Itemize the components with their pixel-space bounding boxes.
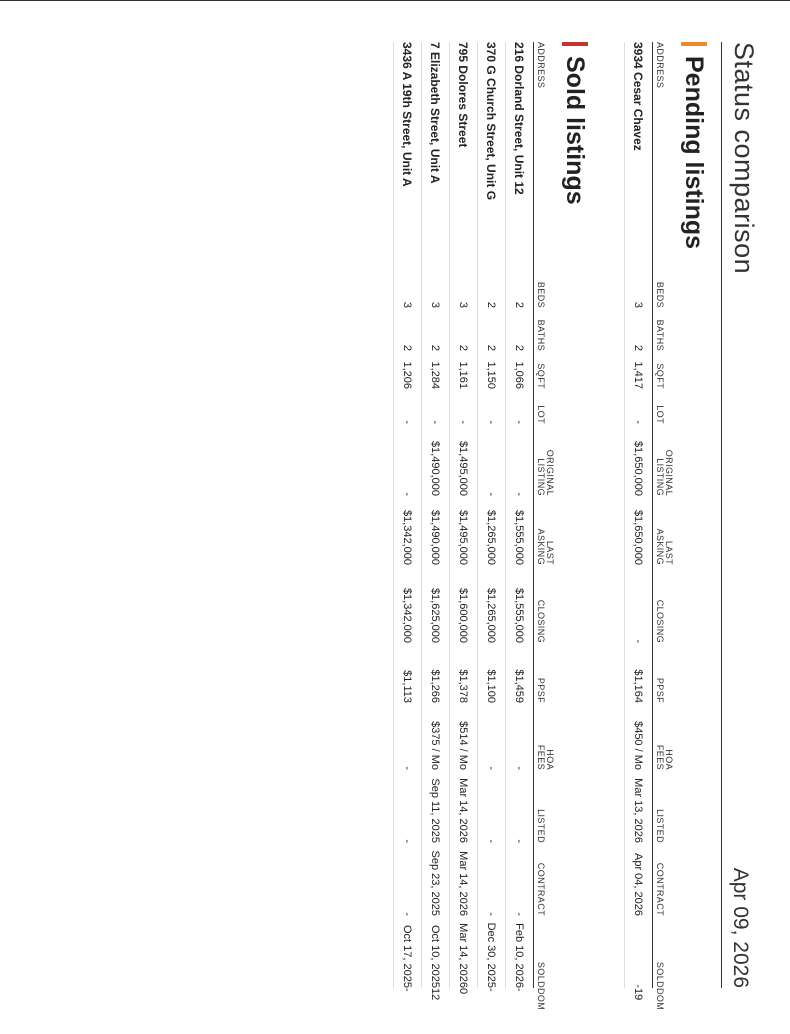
sold-table bbox=[393, 42, 558, 1011]
col-original-line2: LISTING bbox=[655, 458, 665, 496]
cell-contract: Sep 23, 2025 bbox=[422, 843, 450, 916]
cell-ppsf: $1,266 bbox=[422, 643, 450, 703]
cell-last-asking: $1,650,000 bbox=[625, 496, 653, 565]
sold-title: Sold listings bbox=[561, 56, 590, 205]
col-closing: CLOSING bbox=[653, 565, 678, 643]
col-hoa-fees bbox=[653, 703, 678, 770]
col-baths: BATHS bbox=[653, 308, 678, 351]
cell-beds: 2 bbox=[478, 264, 506, 308]
cell-contract: Apr 04, 2026 bbox=[625, 843, 653, 916]
col-address: ADDRESS bbox=[653, 42, 678, 264]
cell-hoa: - bbox=[394, 703, 422, 770]
col-original-line2: LISTING bbox=[536, 458, 546, 496]
table-row: 3934 Cesar Chavez 3 2 1,417 - $1,650,000 $1,650,000 - $1,164 $450 / Mo Mar 13, 2026 Apr 04, 2026 - 19 bbox=[625, 42, 653, 988]
col-original-line1: ORIGINAL bbox=[664, 449, 674, 496]
cell-sold: Dec 30, 2025 bbox=[478, 916, 506, 988]
col-listed: LISTED bbox=[534, 770, 559, 843]
cell-listed: Mar 13, 2026 bbox=[625, 770, 653, 843]
cell-sold: - bbox=[625, 916, 653, 988]
cell-closing: $1,555,000 bbox=[506, 565, 534, 643]
cell-last-asking: $1,265,000 bbox=[478, 496, 506, 565]
cell-contract: Mar 14, 2026 bbox=[450, 843, 478, 916]
sold-header-row: ADDRESS BEDS BATHS SQFT LOT ORIGINAL LISTING LAST ASKING CLOSING PPSF HOA FEES LISTED CONTRACT SOLD DOM bbox=[534, 42, 559, 988]
cell-listed: - bbox=[394, 770, 422, 843]
cell-listed: - bbox=[478, 770, 506, 843]
cell-baths: 2 bbox=[506, 308, 534, 351]
cell-address: 795 Dolores Street bbox=[450, 42, 478, 264]
col-original-listing bbox=[534, 424, 559, 496]
col-closing: CLOSING bbox=[534, 565, 559, 643]
col-contract: CONTRACT bbox=[653, 843, 678, 916]
pending-table bbox=[624, 42, 677, 1011]
cell-baths: 2 bbox=[450, 308, 478, 351]
cell-sqft: 1,206 bbox=[394, 351, 422, 389]
cell-baths: 2 bbox=[394, 308, 422, 351]
cell-ppsf: $1,378 bbox=[450, 643, 478, 703]
col-beds: BEDS bbox=[653, 264, 678, 308]
cell-sold: Oct 17, 2025 bbox=[394, 916, 422, 988]
col-sold: SOLD bbox=[534, 916, 559, 988]
cell-lot: - bbox=[394, 389, 422, 424]
sold-section-title bbox=[558, 42, 592, 988]
cell-beds: 2 bbox=[506, 264, 534, 308]
col-hoa-line2: FEES bbox=[655, 744, 665, 770]
cell-closing: $1,265,000 bbox=[478, 565, 506, 643]
col-hoa-line1: HOA bbox=[545, 749, 555, 770]
col-ppsf: PPSF bbox=[534, 643, 559, 703]
cell-address: 216 Dorland Street, Unit 12 bbox=[506, 42, 534, 264]
col-last-asking bbox=[653, 496, 678, 565]
table-row: 370 G Church Street, Unit G 2 2 1,150 - - $1,265,000 $1,265,000 $1,100 - - - Dec 30, 2025 - bbox=[478, 42, 506, 988]
cell-last-asking: $1,490,000 bbox=[422, 496, 450, 565]
cell-address: 7 Elizabeth Street, Unit A bbox=[422, 42, 450, 264]
cell-beds: 3 bbox=[625, 264, 653, 308]
cell-address: 370 G Church Street, Unit G bbox=[478, 42, 506, 264]
cell-last-asking: $1,342,000 bbox=[394, 496, 422, 565]
col-contract: CONTRACT bbox=[534, 843, 559, 916]
cell-sqft: 1,284 bbox=[422, 351, 450, 389]
cell-baths: 2 bbox=[478, 308, 506, 351]
cell-hoa: - bbox=[478, 703, 506, 770]
cell-sold: Mar 14, 2026 bbox=[450, 916, 478, 988]
cell-address: 3436 A 19th Street, Unit A bbox=[394, 42, 422, 264]
cell-lot: - bbox=[625, 389, 653, 424]
col-hoa-fees bbox=[534, 703, 559, 770]
col-baths: BATHS bbox=[534, 308, 559, 351]
cell-contract: - bbox=[506, 843, 534, 916]
pending-header-row: ADDRESS BEDS BATHS SQFT LOT ORIGINAL LISTING LAST ASKING CLOSING PPSF HOA FEES LISTED CONTRACT SOLD DOM bbox=[653, 42, 678, 988]
col-hoa-line1: HOA bbox=[664, 749, 674, 770]
pending-title: Pending listings bbox=[680, 56, 709, 250]
table-row: 795 Dolores Street 3 2 1,161 - $1,495,000 $1,495,000 $1,600,000 $1,378 $514 / Mo Mar 14, 2026 Mar 14, 2026 Mar 14, 2026 0 bbox=[450, 42, 478, 988]
cell-last-asking: $1,555,000 bbox=[506, 496, 534, 565]
col-hoa-line2: FEES bbox=[536, 744, 546, 770]
cell-last-asking: $1,495,000 bbox=[450, 496, 478, 565]
cell-hoa: $514 / Mo bbox=[450, 703, 478, 770]
col-listed: LISTED bbox=[653, 770, 678, 843]
cell-beds: 3 bbox=[450, 264, 478, 308]
col-ppsf: PPSF bbox=[653, 643, 678, 703]
col-last-line1: LAST bbox=[545, 540, 555, 565]
col-original-listing bbox=[653, 424, 678, 496]
col-last-line2: ASKING bbox=[655, 528, 665, 565]
cell-beds: 3 bbox=[422, 264, 450, 308]
cell-ppsf: $1,113 bbox=[394, 643, 422, 703]
col-sqft: SQFT bbox=[534, 351, 559, 389]
cell-baths: 2 bbox=[625, 308, 653, 351]
document bbox=[393, 42, 768, 1011]
cell-sqft: 1,417 bbox=[625, 351, 653, 389]
col-lot: LOT bbox=[653, 389, 678, 424]
col-last-asking bbox=[534, 496, 559, 565]
col-last-line2: ASKING bbox=[536, 528, 546, 565]
cell-lot: - bbox=[506, 389, 534, 424]
cell-closing: - bbox=[625, 565, 653, 643]
cell-ppsf: $1,164 bbox=[625, 643, 653, 703]
cell-contract: - bbox=[394, 843, 422, 916]
cell-lot: - bbox=[478, 389, 506, 424]
sold-accent-bar bbox=[562, 42, 588, 46]
cell-original: $1,495,000 bbox=[450, 424, 478, 496]
cell-hoa: $375 / Mo bbox=[422, 703, 450, 770]
cell-contract: - bbox=[478, 843, 506, 916]
cell-hoa: - bbox=[506, 703, 534, 770]
cell-closing: $1,625,000 bbox=[422, 565, 450, 643]
cell-address: 3934 Cesar Chavez bbox=[625, 42, 653, 264]
cell-beds: 3 bbox=[394, 264, 422, 308]
cell-listed: Sep 11, 2025 bbox=[422, 770, 450, 843]
table-row: 216 Dorland Street, Unit 12 2 2 1,066 - - $1,555,000 $1,555,000 $1,459 - - - Feb 10, 2026 - bbox=[506, 42, 534, 988]
cell-sqft: 1,161 bbox=[450, 351, 478, 389]
col-original-line1: ORIGINAL bbox=[545, 449, 555, 496]
cell-original: - bbox=[506, 424, 534, 496]
cell-closing: $1,342,000 bbox=[394, 565, 422, 643]
cell-sqft: 1,150 bbox=[478, 351, 506, 389]
col-beds: BEDS bbox=[534, 264, 559, 308]
col-last-line1: LAST bbox=[664, 540, 674, 565]
cell-baths: 2 bbox=[422, 308, 450, 351]
table-row: 3436 A 19th Street, Unit A 3 2 1,206 - - $1,342,000 $1,342,000 $1,113 - - - Oct 17, 2025 - bbox=[394, 42, 422, 988]
cell-lot: - bbox=[422, 389, 450, 424]
col-lot: LOT bbox=[534, 389, 559, 424]
cell-original: $1,490,000 bbox=[422, 424, 450, 496]
table-row: 7 Elizabeth Street, Unit A 3 2 1,284 - $1,490,000 $1,490,000 $1,625,000 $1,266 $375 / Mo Sep 11, 2025 Sep 23, 2025 Oct 10, 2025 12 bbox=[422, 42, 450, 988]
col-address: ADDRESS bbox=[534, 42, 559, 264]
col-sqft: SQFT bbox=[653, 351, 678, 389]
cell-hoa: $450 / Mo bbox=[625, 703, 653, 770]
cell-sold: Oct 10, 2025 bbox=[422, 916, 450, 988]
report-date: Apr 09, 2026 bbox=[729, 867, 752, 988]
cell-closing: $1,600,000 bbox=[450, 565, 478, 643]
cell-ppsf: $1,100 bbox=[478, 643, 506, 703]
cell-lot: - bbox=[450, 389, 478, 424]
pending-accent-bar bbox=[681, 42, 707, 46]
cell-sqft: 1,066 bbox=[506, 351, 534, 389]
cell-listed: Mar 14, 2026 bbox=[450, 770, 478, 843]
document-header bbox=[721, 42, 768, 988]
cell-listed: - bbox=[506, 770, 534, 843]
cell-original: - bbox=[394, 424, 422, 496]
cell-original: $1,650,000 bbox=[625, 424, 653, 496]
cell-ppsf: $1,459 bbox=[506, 643, 534, 703]
cell-sold: Feb 10, 2026 bbox=[506, 916, 534, 988]
cell-original: - bbox=[478, 424, 506, 496]
col-sold: SOLD bbox=[653, 916, 678, 988]
pending-section-title bbox=[677, 42, 711, 988]
page-title: Status comparison bbox=[729, 42, 759, 275]
